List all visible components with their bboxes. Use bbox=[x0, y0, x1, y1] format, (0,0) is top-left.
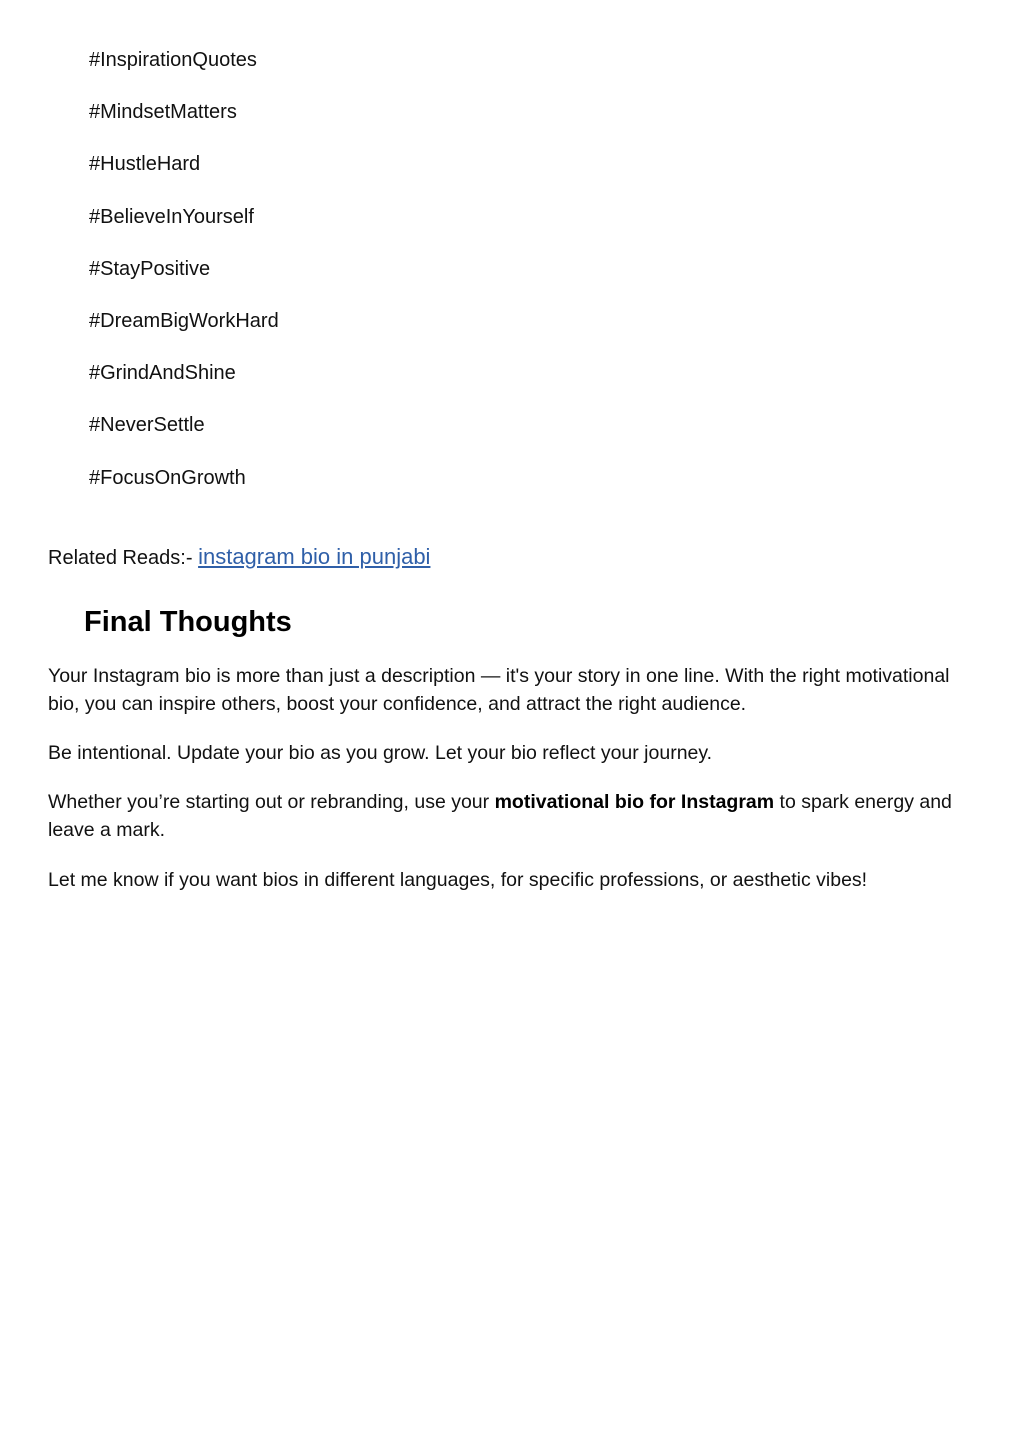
hashtag-item: #MindsetMatters bbox=[89, 101, 237, 124]
hashtag-item: #FocusOnGrowth bbox=[89, 466, 246, 489]
hashtag-item: #DreamBigWorkHard bbox=[89, 309, 279, 332]
related-reads-link[interactable]: instagram bio in punjabi bbox=[198, 544, 431, 569]
hashtag-item: #InspirationQuotes bbox=[89, 49, 257, 71]
hashtag-item: #NeverSettle bbox=[89, 414, 205, 437]
paragraph-rebranding bbox=[48, 788, 968, 844]
hashtag-item: #StayPositive bbox=[89, 257, 211, 280]
paragraph-closing: Let me know if you want bios in different languages, for specific professions, or aesthetic vibes! bbox=[48, 869, 868, 891]
paragraph-text: to spark energy and leave a mark. bbox=[48, 791, 952, 841]
related-reads bbox=[48, 542, 430, 573]
paragraph-intro: Your Instagram bio is more than just a description — it's your story in one line. With the right motivational bio, you can inspire others, boost your confidence, and attract the right audience. bbox=[48, 665, 950, 715]
hashtag-item: #BelieveInYourself bbox=[89, 205, 254, 228]
paragraph-intentional: Be intentional. Update your bio as you grow. Let your bio reflect your journey. bbox=[48, 742, 713, 764]
paragraph-text: Whether you’re starting out or rebranding, use your bbox=[48, 791, 495, 813]
bold-keyword: motivational bio for Instagram bbox=[494, 791, 775, 813]
hashtag-list bbox=[89, 46, 279, 516]
hashtag-item: #HustleHard bbox=[89, 153, 201, 176]
section-heading: Final Thoughts bbox=[84, 606, 292, 638]
related-reads-label: Related Reads:- bbox=[48, 547, 199, 569]
hashtag-item: #GrindAndShine bbox=[89, 362, 236, 385]
